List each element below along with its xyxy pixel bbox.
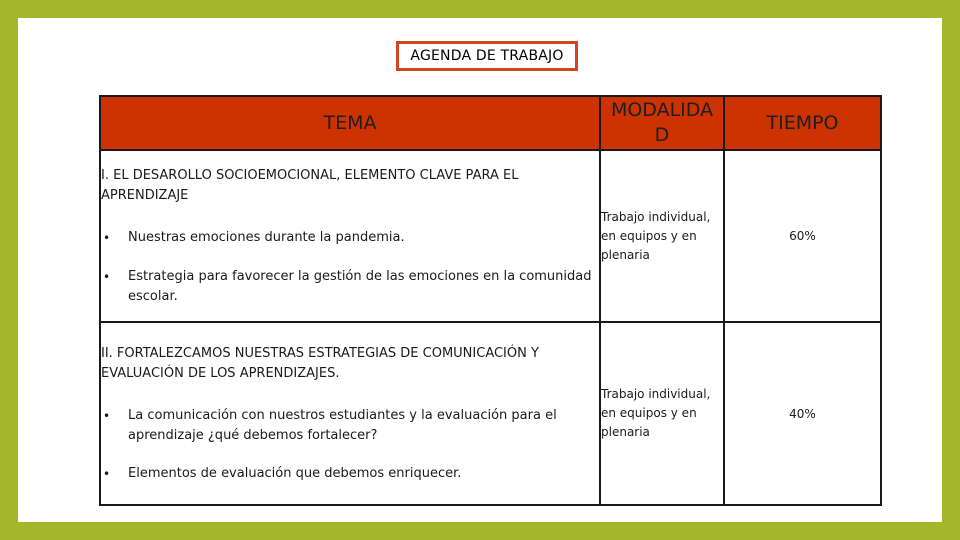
list-item-text: Elementos de evaluación que debemos enriquecer. bbox=[128, 465, 462, 481]
slide bbox=[18, 18, 942, 522]
bullet-icon: • bbox=[103, 269, 111, 284]
header-tiempo: TIEMPO bbox=[724, 96, 881, 150]
topic-heading: I. EL DESAROLLO SOCIOEMOCIONAL, ELEMENTO CLAVE PARA EL APRENDIZAJE bbox=[101, 167, 519, 203]
list-item bbox=[101, 228, 599, 248]
modalidad-cell: Trabajo individual, en equipos y en plenaria bbox=[600, 322, 724, 505]
modalidad-cell: Trabajo individual, en equipos y en plenaria bbox=[600, 150, 724, 322]
list-item-text: La comunicación con nuestros estudiantes y la evaluación para el aprendizaje ¿qué debemos fortalecer? bbox=[128, 407, 557, 443]
tiempo-cell: 60% bbox=[724, 150, 881, 322]
tema-cell bbox=[100, 150, 600, 322]
header-modalidad: MODALIDA D bbox=[600, 96, 724, 150]
list-item-text: Nuestras emociones durante la pandemia. bbox=[128, 229, 405, 245]
list-item bbox=[101, 267, 599, 307]
bullet-icon: • bbox=[103, 408, 111, 423]
list-item bbox=[101, 464, 599, 484]
bullet-icon: • bbox=[103, 466, 111, 481]
table-row bbox=[100, 322, 881, 505]
bullet-icon: • bbox=[103, 230, 111, 245]
list-item-text: Estrategia para favorecer la gestión de las emociones en la comunidad escolar. bbox=[128, 268, 592, 304]
agenda-table bbox=[99, 95, 882, 506]
agenda-title: AGENDA DE TRABAJO bbox=[396, 41, 578, 71]
topic-list bbox=[101, 406, 599, 484]
topic-list bbox=[101, 228, 599, 307]
table-row bbox=[100, 150, 881, 322]
header-tema: TEMA bbox=[100, 96, 600, 150]
tema-cell bbox=[100, 322, 600, 505]
list-item bbox=[101, 406, 599, 446]
topic-heading: II. FORTALEZCAMOS NUESTRAS ESTRATEGIAS DE COMUNICACIÓN Y EVALUACIÓN DE LOS APRENDIZAJES. bbox=[101, 345, 539, 381]
tiempo-cell: 40% bbox=[724, 322, 881, 505]
table-header-row bbox=[100, 96, 881, 150]
